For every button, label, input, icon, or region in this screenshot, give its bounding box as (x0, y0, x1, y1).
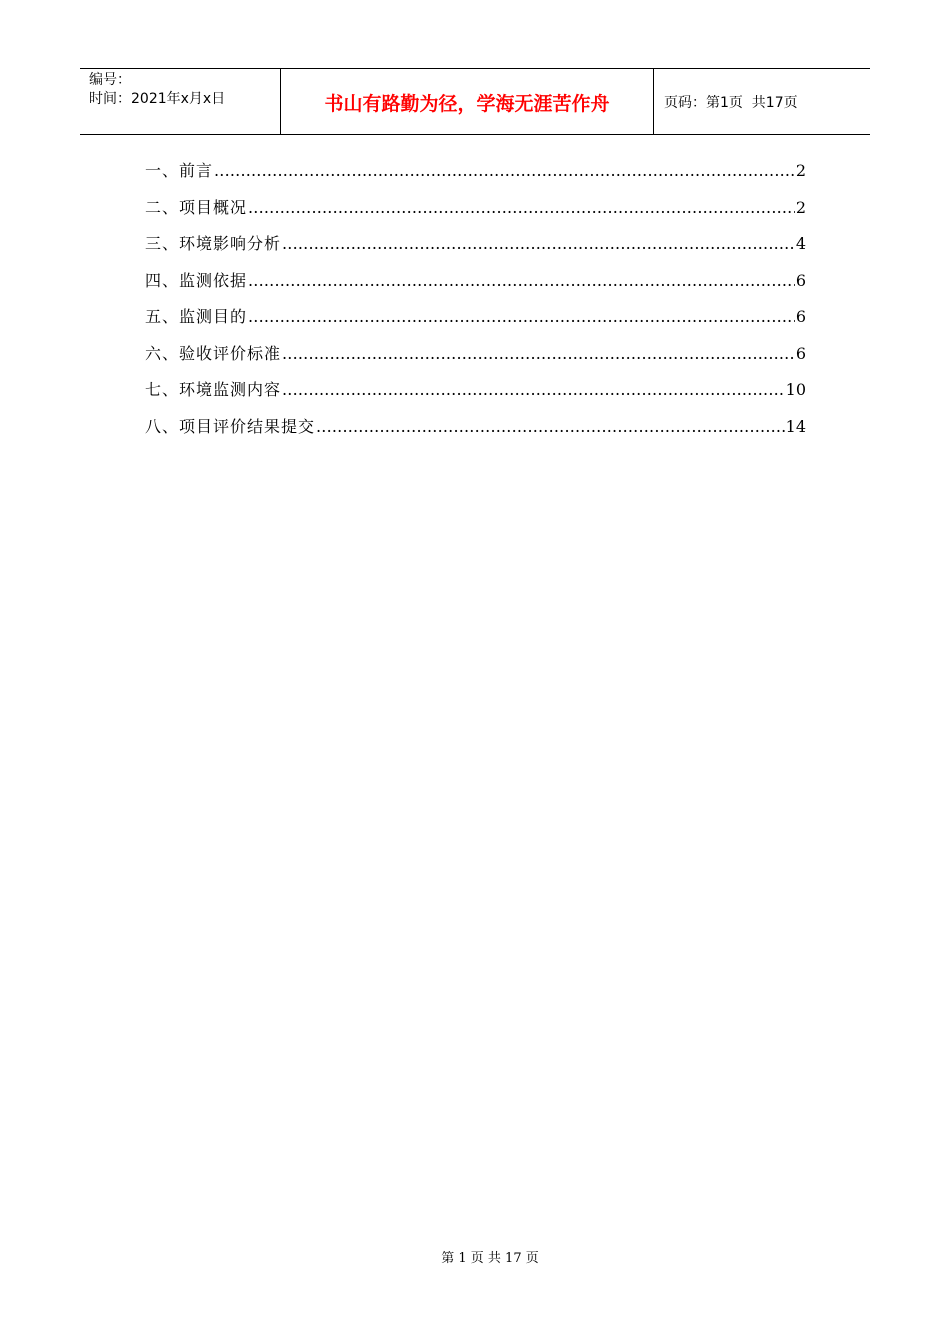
toc-entry-page: 6 (795, 307, 806, 326)
table-of-contents (145, 158, 806, 450)
toc-leader-dots (282, 377, 785, 403)
toc-entry-title: 八、项目评价结果提交 (145, 416, 316, 436)
toc-entry-page: 14 (785, 416, 806, 436)
toc-entry-title: 七、环境监测内容 (145, 380, 282, 399)
toc-entry[interactable] (145, 377, 806, 414)
document-date-label: 时间：2021年x月x日 (89, 91, 226, 107)
toc-leader-dots (248, 195, 795, 221)
toc-leader-dots (214, 158, 795, 184)
toc-leader-dots (282, 231, 795, 257)
toc-leader-dots (248, 268, 795, 294)
toc-entry-page: 6 (795, 270, 806, 290)
toc-entry-title: 二、项目概况 (145, 197, 248, 217)
toc-entry-page: 10 (785, 380, 806, 399)
header-motto: 书山有路勤为径，学海无涯苦作舟 (281, 69, 654, 134)
toc-entry-page: 6 (795, 343, 806, 363)
toc-entry[interactable] (145, 268, 806, 305)
toc-entry-title: 五、监测目的 (145, 307, 248, 326)
toc-leader-dots (248, 304, 795, 330)
header-meta-cell (80, 69, 281, 134)
toc-entry[interactable] (145, 231, 806, 268)
toc-entry-title: 一、前言 (145, 161, 214, 180)
toc-leader-dots (282, 341, 795, 367)
toc-entry[interactable] (145, 341, 806, 378)
toc-entry[interactable] (145, 414, 806, 451)
toc-entry-title: 四、监测依据 (145, 270, 248, 290)
document-header (80, 68, 870, 135)
toc-entry-title: 三、环境影响分析 (145, 234, 282, 253)
toc-entry-page: 4 (795, 234, 806, 253)
document-number-label: 编号： (89, 72, 131, 88)
toc-entry[interactable] (145, 195, 806, 232)
toc-leader-dots (316, 414, 785, 440)
toc-entry-page: 2 (795, 197, 806, 217)
toc-entry[interactable] (145, 158, 806, 195)
header-page-info: 页码：第1页 共17页 (664, 94, 798, 111)
toc-entry[interactable] (145, 304, 806, 341)
toc-entry-title: 六、验收评价标准 (145, 343, 282, 363)
toc-entry-page: 2 (795, 161, 806, 180)
page-footer: 第 1 页 共 17 页 (441, 1251, 539, 1266)
